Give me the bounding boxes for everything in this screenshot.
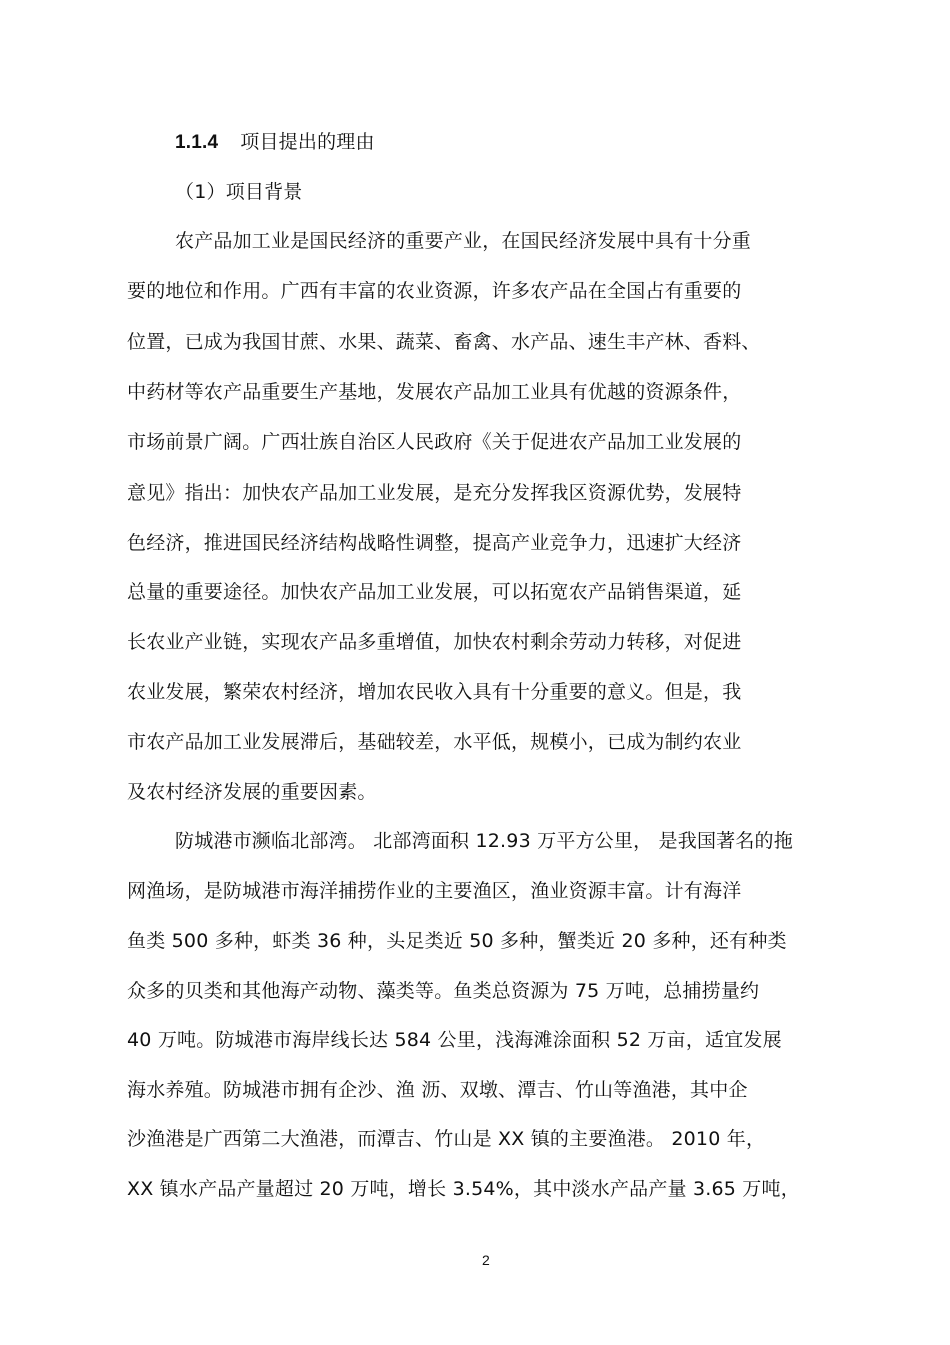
paragraph-line: 沙渔港是广西第二大渔港，而潭吉、竹山是 XX 镇的主要渔港。 2010 年， [127, 1128, 766, 1150]
paragraph-line: 色经济，推进国民经济结构战略性调整，提高产业竞争力，迅速扩大经济 [127, 532, 742, 554]
paragraph-line: 长农业产业链，实现农产品多重增值，加快农村剩余劳动力转移，对促进 [127, 631, 742, 653]
paragraph-line: 40 万吨。防城港市海岸线长达 584 公里，浅海滩涂面积 52 万亩，适宜发展 [127, 1029, 782, 1051]
paragraph-line: 市农产品加工业发展滞后，基础较差，水平低，规模小，已成为制约农业 [127, 731, 742, 753]
paragraph-line: 总量的重要途径。加快农产品加工业发展，可以拓宽农产品销售渠道，延 [127, 581, 742, 603]
section-number: 1.1.4 [175, 132, 219, 153]
paragraph-line: 众多的贝类和其他海产动物、藻类等。鱼类总资源为 75 万吨，总捕捞量约 [127, 980, 760, 1002]
paragraph-line: 农产品加工业是国民经济的重要产业，在国民经济发展中具有十分重 [175, 230, 752, 252]
paragraph-line: XX 镇水产品产量超过 20 万吨，增长 3.54%，其中淡水产品产量 3.65 万吨， [127, 1178, 800, 1200]
paragraph-line: 位置，已成为我国甘蔗、水果、蔬菜、畜禽、水产品、速生丰产林、香料、 [127, 331, 761, 353]
paragraph-line: 及农村经济发展的重要因素。 [127, 781, 377, 803]
section-heading [175, 130, 375, 155]
paragraph-line: 鱼类 500 多种，虾类 36 种，头足类近 50 多种，蟹类近 20 多种，还有种类 [127, 930, 787, 952]
paragraph-line: 海水养殖。防城港市拥有企沙、渔 沥、双墩、潭吉、竹山等渔港，其中企 [127, 1079, 748, 1101]
paragraph-line: 意见》指出：加快农产品加工业发展，是充分发挥我区资源优势，发展特 [127, 482, 742, 504]
paragraph-line: 中药材等农产品重要生产基地，发展农产品加工业具有优越的资源条件， [127, 381, 742, 403]
paragraph-line: 农业发展，繁荣农村经济，增加农民收入具有十分重要的意义。但是，我 [127, 681, 742, 703]
paragraph-line: 市场前景广阔。广西壮族自治区人民政府《关于促进农产品加工业发展的 [127, 431, 742, 453]
paragraph-line: 防城港市濒临北部湾。 北部湾面积 12.93 万平方公里， 是我国著名的拖 [175, 830, 793, 852]
page-number: 2 [482, 1252, 490, 1268]
subsection-heading: （1）项目背景 [175, 181, 303, 203]
section-title: 项目提出的理由 [240, 131, 375, 153]
paragraph-line: 要的地位和作用。广西有丰富的农业资源，许多农产品在全国占有重要的 [127, 280, 742, 302]
paragraph-line: 网渔场，是防城港市海洋捕捞作业的主要渔区，渔业资源丰富。计有海洋 [127, 880, 742, 902]
